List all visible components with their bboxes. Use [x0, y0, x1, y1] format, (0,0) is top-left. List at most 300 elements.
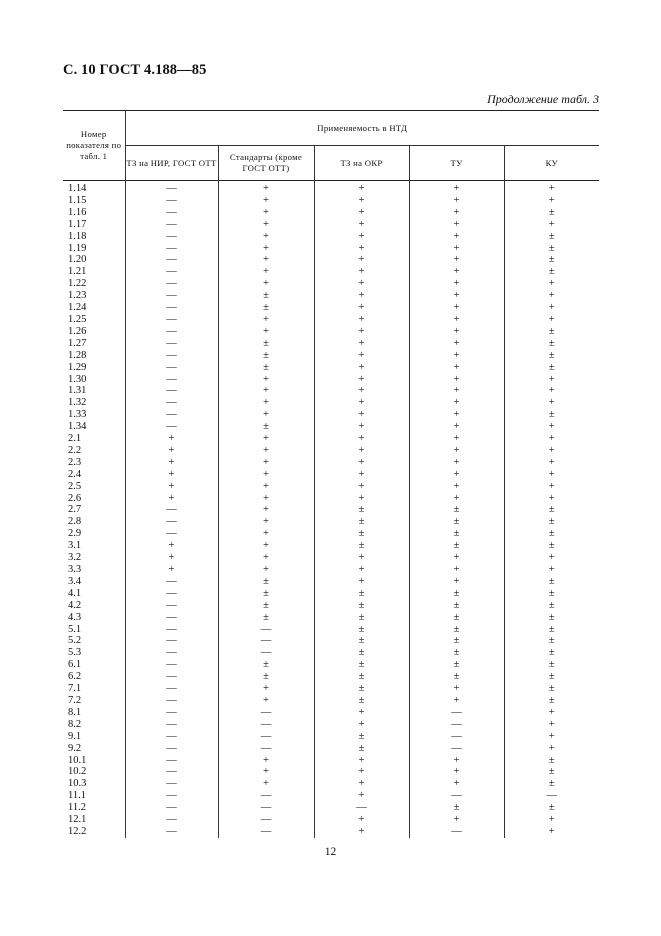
- tz-okr-cell: +: [314, 350, 409, 362]
- table-row: [63, 659, 599, 671]
- tu-cell: ±: [409, 659, 504, 671]
- tz-okr-cell: +: [314, 814, 409, 826]
- tz-nir-cell: —: [125, 588, 218, 600]
- standards-cell: ±: [218, 302, 314, 314]
- standards-cell: +: [218, 778, 314, 790]
- tu-cell: ±: [409, 624, 504, 636]
- table-row: [63, 457, 599, 469]
- tu-cell: +: [409, 231, 504, 243]
- table-row: [63, 683, 599, 695]
- indicator-number-cell: 12.2: [68, 825, 87, 837]
- tz-nir-cell: +: [125, 552, 218, 564]
- indicator-number-cell: 1.20: [68, 254, 87, 266]
- table-row: [63, 433, 599, 445]
- tz-okr-cell: +: [314, 766, 409, 778]
- tu-cell: ±: [409, 647, 504, 659]
- standards-cell: +: [218, 219, 314, 231]
- tz-okr-cell: +: [314, 826, 409, 838]
- ku-cell: ±: [504, 624, 599, 636]
- table-row: [63, 207, 599, 219]
- tz-okr-cell: +: [314, 266, 409, 278]
- tz-okr-cell: +: [314, 278, 409, 290]
- indicator-number-cell: 1.17: [68, 218, 87, 230]
- ku-cell: +: [504, 195, 599, 207]
- tz-okr-cell: +: [314, 421, 409, 433]
- tz-okr-cell: +: [314, 181, 409, 195]
- indicator-number-cell: 7.1: [68, 683, 82, 695]
- tu-cell: +: [409, 683, 504, 695]
- tu-cell: —: [409, 719, 504, 731]
- tu-cell: +: [409, 195, 504, 207]
- table-row: [63, 374, 599, 386]
- standards-cell: +: [218, 231, 314, 243]
- standards-cell: ±: [218, 290, 314, 302]
- tz-okr-cell: +: [314, 755, 409, 767]
- tu-cell: ±: [409, 516, 504, 528]
- ku-cell: ±: [504, 338, 599, 350]
- ku-cell: +: [504, 814, 599, 826]
- tz-nir-cell: +: [125, 481, 218, 493]
- ku-cell: ±: [504, 612, 599, 624]
- tu-cell: +: [409, 302, 504, 314]
- indicator-number-cell: 8.2: [68, 718, 82, 730]
- ku-cell: +: [504, 826, 599, 838]
- ku-cell: ±: [504, 243, 599, 255]
- standards-cell: +: [218, 469, 314, 481]
- ku-cell: +: [504, 433, 599, 445]
- table-row: [63, 635, 599, 647]
- tu-cell: +: [409, 254, 504, 266]
- ku-cell: ±: [504, 683, 599, 695]
- standards-cell: —: [218, 647, 314, 659]
- tu-cell: ±: [409, 600, 504, 612]
- indicator-number-cell: 1.30: [68, 373, 87, 385]
- ku-cell: ±: [504, 766, 599, 778]
- ku-cell: —: [504, 790, 599, 802]
- tz-nir-cell: —: [125, 207, 218, 219]
- tz-nir-cell: —: [125, 409, 218, 421]
- indicator-number-cell: 1.18: [68, 230, 87, 242]
- table-row: [63, 802, 599, 814]
- tu-cell: —: [409, 707, 504, 719]
- indicator-number-cell: 11.2: [68, 802, 86, 814]
- table-row: [63, 362, 599, 374]
- tu-cell: +: [409, 576, 504, 588]
- tu-cell: +: [409, 409, 504, 421]
- ku-cell: +: [504, 564, 599, 576]
- tz-nir-cell: —: [125, 778, 218, 790]
- tz-nir-cell: —: [125, 326, 218, 338]
- table-row: [63, 671, 599, 683]
- standards-cell: —: [218, 731, 314, 743]
- tz-nir-cell: —: [125, 647, 218, 659]
- standards-cell: +: [218, 397, 314, 409]
- ku-cell: ±: [504, 409, 599, 421]
- ku-cell: ±: [504, 207, 599, 219]
- indicator-number-cell: 2.9: [68, 528, 82, 540]
- tu-cell: +: [409, 385, 504, 397]
- column-header-standards: Стандарты (кроме ГОСТ ОТТ): [218, 146, 314, 181]
- ku-cell: ±: [504, 540, 599, 552]
- ku-cell: ±: [504, 659, 599, 671]
- ku-cell: ±: [504, 350, 599, 362]
- ku-cell: ±: [504, 326, 599, 338]
- tu-cell: +: [409, 207, 504, 219]
- ku-cell: ±: [504, 528, 599, 540]
- tz-okr-cell: +: [314, 707, 409, 719]
- tz-nir-cell: —: [125, 397, 218, 409]
- table-row: [63, 755, 599, 767]
- indicator-number-cell: 2.6: [68, 492, 82, 504]
- standards-cell: +: [218, 528, 314, 540]
- standards-cell: ±: [218, 671, 314, 683]
- standards-cell: +: [218, 374, 314, 386]
- tz-okr-cell: +: [314, 326, 409, 338]
- indicator-number-cell: 1.26: [68, 325, 87, 337]
- tz-nir-cell: —: [125, 350, 218, 362]
- tz-okr-cell: +: [314, 290, 409, 302]
- indicator-number-cell: 10.3: [68, 778, 87, 790]
- ku-cell: +: [504, 731, 599, 743]
- applicability-table-container: [63, 110, 599, 838]
- ku-cell: ±: [504, 778, 599, 790]
- indicator-number-cell: 1.27: [68, 337, 87, 349]
- tz-okr-cell: +: [314, 362, 409, 374]
- indicator-number-cell: 1.22: [68, 278, 87, 290]
- tu-cell: +: [409, 814, 504, 826]
- standards-cell: +: [218, 266, 314, 278]
- tz-nir-cell: +: [125, 469, 218, 481]
- tz-nir-cell: —: [125, 695, 218, 707]
- indicator-number-cell: 3.4: [68, 575, 82, 587]
- tz-nir-cell: —: [125, 266, 218, 278]
- tz-okr-cell: +: [314, 433, 409, 445]
- table-row: [63, 826, 599, 838]
- tz-okr-cell: +: [314, 564, 409, 576]
- tz-nir-cell: —: [125, 731, 218, 743]
- standards-cell: ±: [218, 600, 314, 612]
- standards-cell: +: [218, 493, 314, 505]
- ku-cell: +: [504, 493, 599, 505]
- standards-cell: +: [218, 695, 314, 707]
- indicator-number-cell: 2.7: [68, 504, 82, 516]
- standards-cell: +: [218, 481, 314, 493]
- indicator-number-cell: 1.14: [68, 183, 87, 194]
- indicator-number-cell: 1.34: [68, 421, 87, 433]
- tz-nir-cell: —: [125, 635, 218, 647]
- column-header-indicator-number: Номер показателя по табл. 1: [66, 129, 122, 161]
- ku-cell: ±: [504, 695, 599, 707]
- table-continuation-label: Продолжение табл. 3: [487, 92, 599, 106]
- tz-nir-cell: —: [125, 659, 218, 671]
- tz-nir-cell: —: [125, 338, 218, 350]
- table-body: [63, 181, 599, 838]
- tu-cell: ±: [409, 504, 504, 516]
- tz-nir-cell: —: [125, 802, 218, 814]
- ku-cell: ±: [504, 755, 599, 767]
- standards-cell: +: [218, 385, 314, 397]
- table-row: [63, 195, 599, 207]
- tz-okr-cell: +: [314, 385, 409, 397]
- tz-okr-cell: ±: [314, 683, 409, 695]
- tz-nir-cell: —: [125, 528, 218, 540]
- tu-cell: +: [409, 219, 504, 231]
- indicator-number-cell: 10.1: [68, 754, 87, 766]
- indicator-number-cell: 4.3: [68, 611, 82, 623]
- tz-okr-cell: ±: [314, 743, 409, 755]
- tz-okr-cell: ±: [314, 624, 409, 636]
- indicator-number-cell: 8.1: [68, 706, 82, 718]
- table-row: [63, 707, 599, 719]
- ku-cell: ±: [504, 362, 599, 374]
- indicator-number-cell: 2.4: [68, 468, 82, 480]
- indicator-number-cell: 2.5: [68, 480, 82, 492]
- ku-cell: ±: [504, 576, 599, 588]
- table-row: [63, 540, 599, 552]
- indicator-number-cell: 1.16: [68, 206, 87, 218]
- standards-cell: +: [218, 552, 314, 564]
- table-row: [63, 588, 599, 600]
- table-row: [63, 528, 599, 540]
- document-header: С. 10 ГОСТ 4.188—85: [63, 62, 207, 78]
- table-row: [63, 469, 599, 481]
- tu-cell: ±: [409, 540, 504, 552]
- standards-cell: +: [218, 243, 314, 255]
- ku-cell: +: [504, 457, 599, 469]
- indicator-number-cell: 2.2: [68, 444, 82, 456]
- indicator-number-cell: 2.3: [68, 456, 82, 468]
- standards-cell: +: [218, 326, 314, 338]
- table-row: [63, 766, 599, 778]
- ku-cell: +: [504, 445, 599, 457]
- table-row: [63, 778, 599, 790]
- tu-cell: +: [409, 266, 504, 278]
- table-row: [63, 219, 599, 231]
- indicator-number-cell: 1.15: [68, 194, 87, 206]
- tz-okr-cell: +: [314, 469, 409, 481]
- tz-okr-cell: +: [314, 481, 409, 493]
- standards-cell: +: [218, 195, 314, 207]
- tu-cell: —: [409, 731, 504, 743]
- ku-cell: +: [504, 719, 599, 731]
- indicator-number-cell: 1.25: [68, 313, 87, 325]
- standards-cell: +: [218, 445, 314, 457]
- indicator-number-cell: 1.19: [68, 242, 87, 254]
- table-row: [63, 302, 599, 314]
- table-row: [63, 504, 599, 516]
- standards-cell: +: [218, 254, 314, 266]
- ku-cell: +: [504, 707, 599, 719]
- tz-okr-cell: ±: [314, 671, 409, 683]
- ku-cell: +: [504, 397, 599, 409]
- ku-cell: +: [504, 181, 599, 195]
- tu-cell: —: [409, 743, 504, 755]
- tz-nir-cell: —: [125, 743, 218, 755]
- tz-nir-cell: —: [125, 254, 218, 266]
- tz-nir-cell: +: [125, 433, 218, 445]
- tz-okr-cell: ±: [314, 647, 409, 659]
- tz-okr-cell: ±: [314, 731, 409, 743]
- tz-okr-cell: ±: [314, 516, 409, 528]
- ku-cell: +: [504, 552, 599, 564]
- tu-cell: +: [409, 481, 504, 493]
- standards-cell: +: [218, 683, 314, 695]
- tz-okr-cell: +: [314, 254, 409, 266]
- indicator-number-cell: 2.1: [68, 433, 82, 445]
- tz-okr-cell: +: [314, 195, 409, 207]
- tu-cell: +: [409, 362, 504, 374]
- table-row: [63, 743, 599, 755]
- tu-cell: +: [409, 469, 504, 481]
- tz-nir-cell: —: [125, 385, 218, 397]
- tu-cell: ±: [409, 802, 504, 814]
- standards-cell: +: [218, 409, 314, 421]
- table-row: [63, 314, 599, 326]
- tz-nir-cell: —: [125, 181, 218, 195]
- standards-cell: ±: [218, 338, 314, 350]
- table-row: [63, 397, 599, 409]
- indicator-number-cell: 5.2: [68, 635, 82, 647]
- table-row: [63, 445, 599, 457]
- tz-nir-cell: —: [125, 219, 218, 231]
- indicator-number-cell: 1.33: [68, 409, 87, 421]
- tz-okr-cell: —: [314, 802, 409, 814]
- standards-cell: ±: [218, 421, 314, 433]
- table-row: [63, 600, 599, 612]
- tz-nir-cell: +: [125, 445, 218, 457]
- tz-nir-cell: —: [125, 302, 218, 314]
- tz-okr-cell: +: [314, 790, 409, 802]
- tu-cell: +: [409, 457, 504, 469]
- standards-cell: +: [218, 433, 314, 445]
- tz-nir-cell: —: [125, 624, 218, 636]
- standards-cell: +: [218, 755, 314, 767]
- indicator-number-cell: 6.2: [68, 671, 82, 683]
- tu-cell: +: [409, 326, 504, 338]
- tz-okr-cell: +: [314, 338, 409, 350]
- tu-cell: ±: [409, 671, 504, 683]
- table-row: [63, 278, 599, 290]
- tu-cell: +: [409, 421, 504, 433]
- tz-okr-cell: ±: [314, 600, 409, 612]
- ku-cell: +: [504, 278, 599, 290]
- indicator-number-cell: 1.24: [68, 302, 87, 314]
- tz-okr-cell: +: [314, 493, 409, 505]
- indicator-number-cell: 11.1: [68, 790, 86, 802]
- indicator-number-cell: 6.1: [68, 659, 82, 671]
- ku-cell: +: [504, 374, 599, 386]
- tz-nir-cell: —: [125, 612, 218, 624]
- indicator-number-cell: 3.1: [68, 540, 82, 552]
- tz-nir-cell: +: [125, 457, 218, 469]
- standards-cell: +: [218, 314, 314, 326]
- indicator-number-cell: 4.1: [68, 587, 82, 599]
- tz-nir-cell: —: [125, 504, 218, 516]
- tu-cell: ±: [409, 528, 504, 540]
- standards-cell: +: [218, 504, 314, 516]
- standards-cell: —: [218, 743, 314, 755]
- table-row: [63, 552, 599, 564]
- table-row: [63, 290, 599, 302]
- tz-okr-cell: +: [314, 302, 409, 314]
- tu-cell: +: [409, 243, 504, 255]
- tz-nir-cell: —: [125, 362, 218, 374]
- tu-cell: +: [409, 397, 504, 409]
- table-row: [63, 231, 599, 243]
- table-row: [63, 254, 599, 266]
- tz-nir-cell: —: [125, 683, 218, 695]
- page-number: 12: [324, 846, 337, 858]
- column-header-tz-nir: ТЗ на НИР, ГОСТ ОТТ: [125, 146, 218, 181]
- ku-cell: ±: [504, 671, 599, 683]
- indicator-number-cell: 1.32: [68, 397, 87, 409]
- ku-cell: +: [504, 469, 599, 481]
- table-row: [63, 181, 599, 195]
- tz-nir-cell: —: [125, 314, 218, 326]
- tz-okr-cell: +: [314, 719, 409, 731]
- tu-cell: —: [409, 790, 504, 802]
- standards-cell: +: [218, 181, 314, 195]
- ku-cell: ±: [504, 600, 599, 612]
- tu-cell: +: [409, 374, 504, 386]
- ku-cell: ±: [504, 504, 599, 516]
- ku-cell: +: [504, 481, 599, 493]
- tz-nir-cell: —: [125, 374, 218, 386]
- standards-cell: +: [218, 278, 314, 290]
- tu-cell: +: [409, 755, 504, 767]
- tz-nir-cell: —: [125, 766, 218, 778]
- tu-cell: ±: [409, 635, 504, 647]
- tz-okr-cell: +: [314, 314, 409, 326]
- indicator-number-cell: 1.21: [68, 266, 87, 278]
- tz-okr-cell: ±: [314, 635, 409, 647]
- tz-okr-cell: +: [314, 778, 409, 790]
- table-row: [63, 243, 599, 255]
- indicator-number-cell: 5.1: [68, 623, 82, 635]
- table-row: [63, 612, 599, 624]
- tu-cell: +: [409, 564, 504, 576]
- table-row: [63, 409, 599, 421]
- table-row: [63, 719, 599, 731]
- standards-cell: —: [218, 802, 314, 814]
- tz-okr-cell: +: [314, 457, 409, 469]
- tz-okr-cell: +: [314, 374, 409, 386]
- tz-nir-cell: —: [125, 516, 218, 528]
- table-row: [63, 731, 599, 743]
- tz-nir-cell: —: [125, 719, 218, 731]
- applicability-table: [63, 110, 599, 838]
- tz-nir-cell: —: [125, 790, 218, 802]
- tz-okr-cell: +: [314, 231, 409, 243]
- indicator-number-cell: 3.3: [68, 564, 82, 575]
- ku-cell: ±: [504, 635, 599, 647]
- indicator-number-cell: 9.2: [68, 742, 82, 754]
- ku-cell: ±: [504, 231, 599, 243]
- standards-cell: +: [218, 564, 314, 576]
- standards-cell: —: [218, 790, 314, 802]
- standards-cell: +: [218, 207, 314, 219]
- indicator-number-cell: 1.28: [68, 349, 87, 361]
- tz-nir-cell: +: [125, 540, 218, 552]
- standards-cell: +: [218, 516, 314, 528]
- standards-cell: —: [218, 826, 314, 838]
- group-header-applicability: Применяемость в НТД: [125, 111, 599, 146]
- ku-cell: ±: [504, 802, 599, 814]
- tu-cell: +: [409, 433, 504, 445]
- tu-cell: +: [409, 314, 504, 326]
- column-header-tz-okr: ТЗ на ОКР: [314, 146, 409, 181]
- table-row: [63, 350, 599, 362]
